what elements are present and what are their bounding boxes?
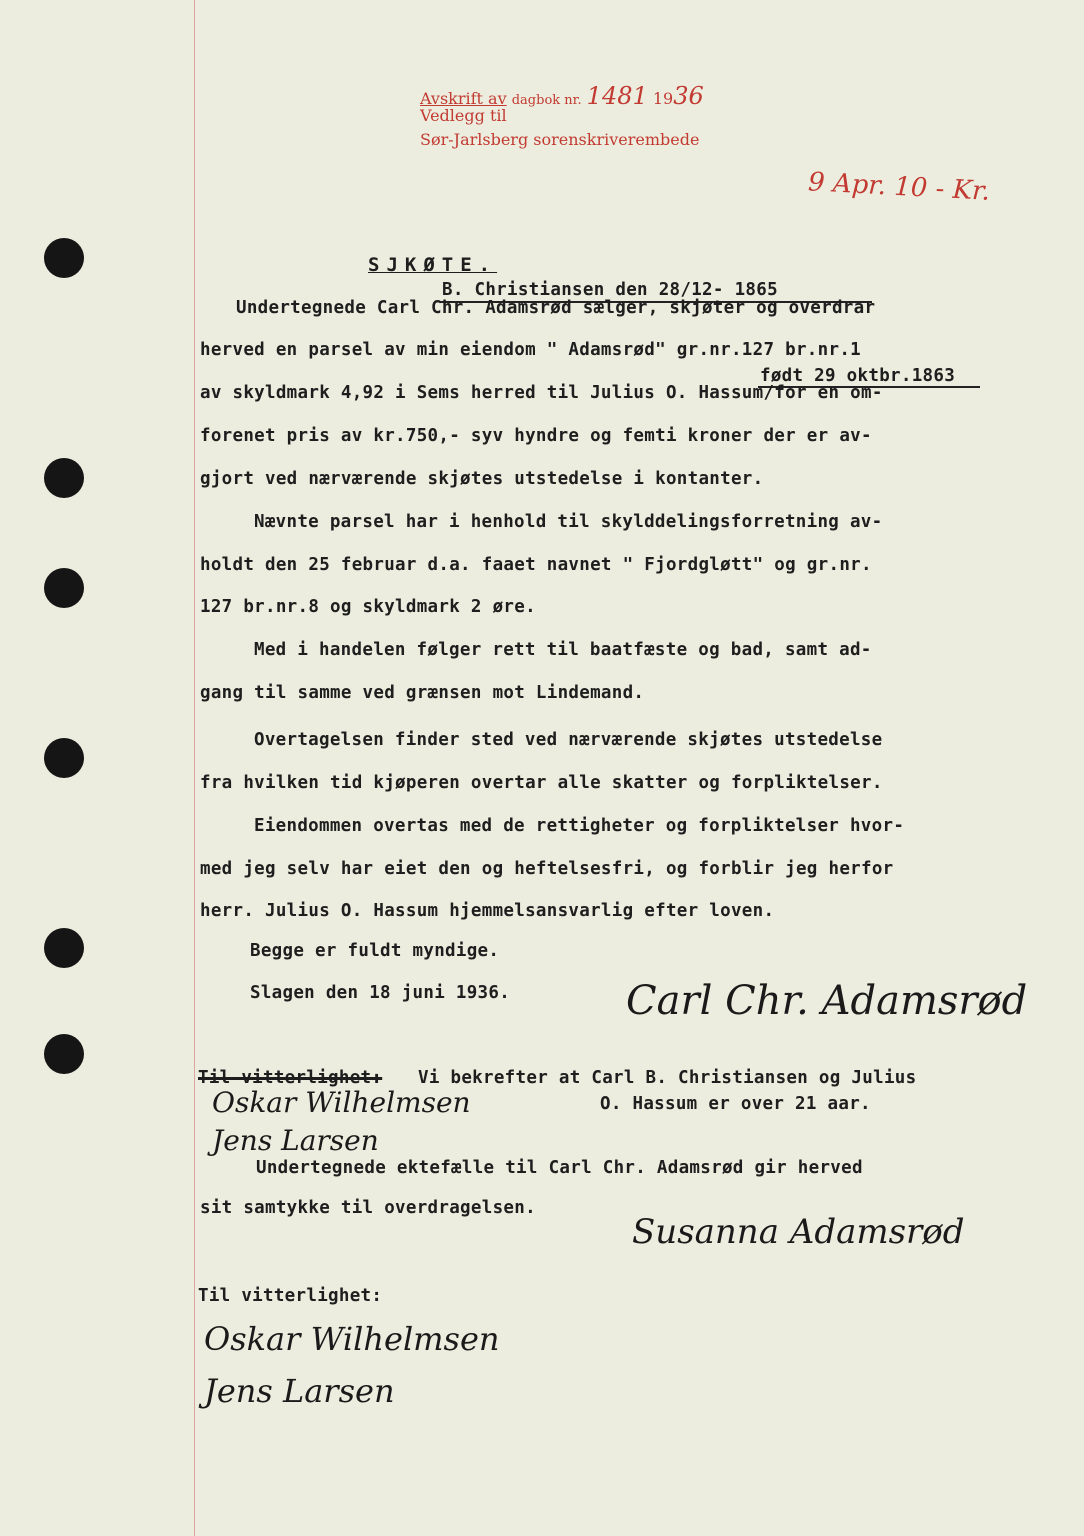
body-line: forenet pris av kr.750,- syv hyndre og femti kroner der er av- [200, 426, 872, 446]
body-line: 127 br.nr.8 og skyldmark 2 øre. [200, 597, 536, 617]
punch-hole [44, 458, 84, 498]
insert-line-2: født 29 oktbr.1863 [760, 366, 956, 386]
body-line: Undertegnede Carl Chr. Adamsrød sælger, skjøter og overdrar [236, 298, 876, 318]
witness-footer-heading: Til vitterlighet: [198, 1286, 383, 1306]
body-line: Begge er fuldt myndige. [250, 941, 500, 961]
body-line: gang til samme ved grænsen mot Lindemand. [200, 683, 645, 703]
red-handwritten-note: 9 Apr. 10 - Kr. [807, 167, 991, 207]
body-line: med jeg selv har eiet den og heftelsesfri, og forblir jeg herfor [200, 859, 894, 879]
stamp-year-suffix: 36 [673, 82, 704, 110]
witness-signature: Oskar Wilhelmsen [204, 1320, 500, 1358]
punch-hole [44, 738, 84, 778]
body-line: Nævnte parsel har i henhold til skylddelingsforretning av- [254, 512, 883, 532]
seller-signature: Carl Chr. Adamsrød [626, 978, 1028, 1024]
struck-witness-heading: Til vitterlighet: [198, 1068, 383, 1088]
stamp-dagbok: dagbok nr. [511, 93, 582, 108]
document-title: SJKØTE. [368, 254, 498, 276]
body-line: gjort ved nærværende skjøtes utstedelse i kontanter. [200, 469, 764, 489]
stamp-number: 1481 [586, 82, 648, 110]
witness-signature: Jens Larsen [212, 1124, 379, 1157]
body-line: herr. Julius O. Hassum hjemmelsansvarlig efter loven. [200, 901, 775, 921]
stamp-year-prefix: 19 [652, 89, 674, 108]
punch-hole [44, 568, 84, 608]
body-line: holdt den 25 februar d.a. faaet navnet " Fjordgløtt" og gr.nr. [200, 555, 872, 575]
punch-hole [44, 238, 84, 278]
margin-line [194, 0, 195, 1536]
stamp-avskrift: Avskrift av [420, 89, 507, 108]
body-line: Slagen den 18 juni 1936. [250, 983, 511, 1003]
stamp-vedlegg: Vedlegg til [420, 106, 507, 125]
spouse-consent-line: sit samtykke til overdragelsen. [200, 1198, 536, 1218]
spouse-consent-line: Undertegnede ektefælle til Carl Chr. Adamsrød gir herved [256, 1158, 863, 1178]
insert-line-1: B. Christiansen den 28/12- 1865 [442, 280, 778, 300]
body-line: Eiendommen overtas med de rettigheter og forpliktelser hvor- [254, 816, 905, 836]
body-line: herved en parsel av min eiendom " Adamsrød" gr.nr.127 br.nr.1 [200, 340, 861, 360]
punch-hole [44, 1034, 84, 1074]
witness-statement: Vi bekrefter at Carl B. Christiansen og Julius [418, 1068, 917, 1088]
witness-signature: Jens Larsen [204, 1372, 395, 1410]
body-line: fra hvilken tid kjøperen overtar alle skatter og forpliktelser. [200, 773, 883, 793]
witness-signature: Oskar Wilhelmsen [212, 1086, 471, 1119]
body-line: Med i handelen følger rett til baatfæste og bad, samt ad- [254, 640, 872, 660]
witness-statement-2: O. Hassum er over 21 aar. [600, 1094, 871, 1114]
body-line: Overtagelsen finder sted ved nærværende skjøtes utstedelse [254, 730, 883, 750]
punch-hole [44, 928, 84, 968]
body-line: av skyldmark 4,92 i Sems herred til Julius O. Hassum/for en om- [200, 383, 883, 403]
stamp-office: Sør-Jarlsberg sorenskriverembede [420, 130, 700, 149]
spouse-signature: Susanna Adamsrød [632, 1212, 965, 1252]
